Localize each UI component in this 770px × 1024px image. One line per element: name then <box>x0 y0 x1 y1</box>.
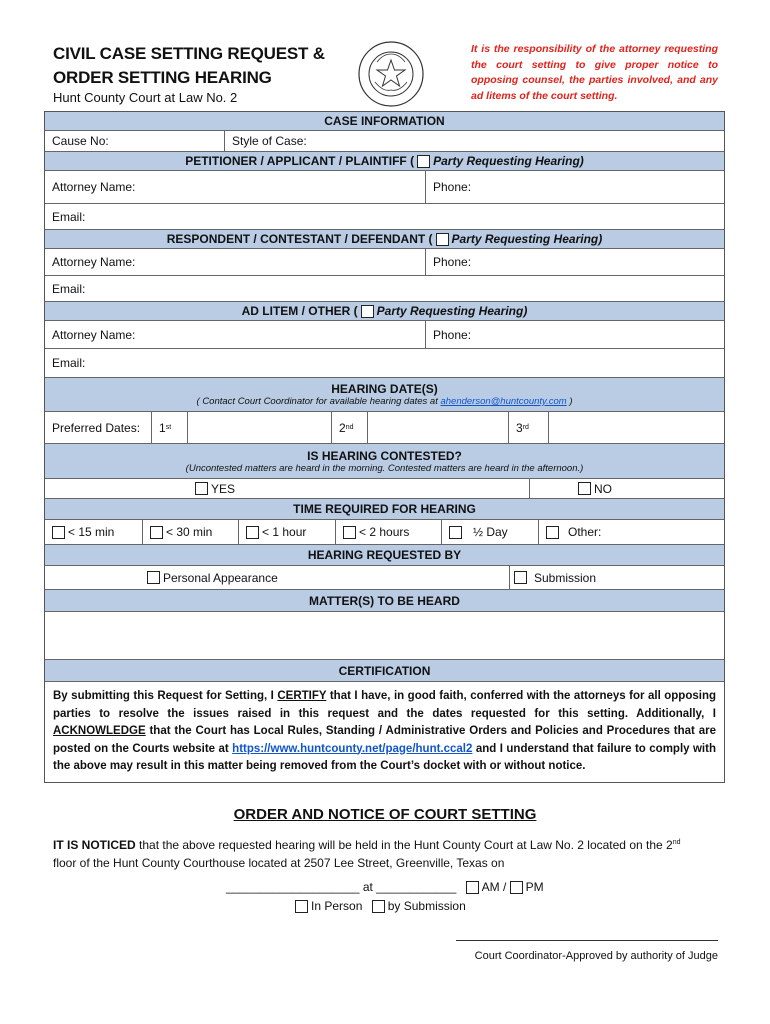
date-1-field[interactable] <box>188 412 332 443</box>
time-option-half-day[interactable]: ½ Day <box>442 520 539 544</box>
respondent-email-field[interactable]: Email: <box>52 281 86 296</box>
hearing-dates-subtext: ( Contact Court Coordinator for available hearing dates at ahenderson@huntcounty.com ) <box>196 396 573 407</box>
attorney-notice: It is the responsibility of the attorney requesting the court setting to give proper notice to opposing counsel, the parties involved, and any ad litems of the court setting. <box>471 43 718 102</box>
date-2-label: 2 nd <box>332 412 368 443</box>
setting-time-blank[interactable]: ____________ <box>376 880 457 894</box>
time-30min-checkbox[interactable] <box>150 526 163 539</box>
respondent-attorney-row <box>45 249 724 276</box>
ad-litem-attorney-row <box>45 321 724 349</box>
ad-litem-requesting-checkbox[interactable] <box>361 305 374 318</box>
county-seal-icon <box>357 40 425 108</box>
personal-appearance-checkbox[interactable] <box>147 571 160 584</box>
contested-no-option[interactable]: NO <box>530 479 724 498</box>
submission-checkbox[interactable] <box>514 571 527 584</box>
date-3-field[interactable] <box>549 412 724 443</box>
matters-field[interactable] <box>45 612 724 660</box>
coordinator-email-link[interactable]: ahenderson@huntcounty.com <box>440 396 567 407</box>
contested-yes-option[interactable]: YES <box>45 479 530 498</box>
title-line-1: CIVIL CASE SETTING REQUEST & <box>53 44 325 63</box>
yes-checkbox[interactable] <box>195 482 208 495</box>
time-option-15min[interactable]: < 15 min <box>45 520 143 544</box>
certification-row <box>45 682 724 782</box>
petitioner-attorney-row <box>45 171 724 204</box>
matters-header: MATTER(S) TO BE HEARD <box>45 590 724 612</box>
petitioner-header: PETITIONER / APPLICANT / PLAINTIFF ( Party Requesting Hearing) <box>45 152 724 171</box>
petitioner-email-row <box>45 204 724 230</box>
form-title <box>53 42 325 90</box>
order-title: ORDER AND NOTICE OF COURT SETTING <box>233 806 537 823</box>
date-1-label: 1 st <box>152 412 188 443</box>
style-of-case-field[interactable]: Style of Case: <box>232 134 307 148</box>
certification-text: By submitting this Request for Setting, I CERTIFY that I have, in good faith, conferred with the attorneys for all opposing parties to resolve the issues raised in this request and the dates requested for this setting. Additionally, I ACKNOWLEDGE that the Court has Local Rules, Standing / Administrative Orders and Policies and Procedures that are posted on the Courts website at https://www.huntcounty.net/page/hunt.ccal2 and I understand that failure to comply with the above may result in this matter being removed from the Court’s docket with or without notice. <box>53 690 716 772</box>
requested-by-header: HEARING REQUESTED BY <box>45 545 724 566</box>
cause-no-field[interactable]: Cause No: <box>45 131 225 151</box>
no-checkbox[interactable] <box>578 482 591 495</box>
setting-request-form <box>44 111 725 783</box>
contested-subtext: (Uncontested matters are heard in the morning. Contested matters are heard in the afternoon.) <box>185 462 584 474</box>
time-other-checkbox[interactable] <box>546 526 559 539</box>
by-submission-checkbox[interactable] <box>372 900 385 913</box>
case-info-row <box>45 131 724 152</box>
petitioner-email-field[interactable]: Email: <box>52 209 86 224</box>
date-3-label: 3 rd <box>509 412 549 443</box>
respondent-phone-field[interactable]: Phone: <box>433 255 472 269</box>
contested-header: IS HEARING CONTESTED? (Uncontested matters are heard in the morning. Contested matters are heard in the afternoon.) <box>45 444 724 479</box>
order-notice-text: IT IS NOTICED that the above requested hearing will be held in the Hunt County Court at Law No. 2 located on the 2nd floor of the Hunt County Courthouse located at 2507 Lee Street, Greenville, Texas on <box>53 838 681 870</box>
personal-appearance-option[interactable]: Personal Appearance <box>45 566 510 589</box>
time-required-header: TIME REQUIRED FOR HEARING <box>45 499 724 520</box>
ad-litem-header: AD LITEM / OTHER ( Party Requesting Hearing) <box>45 302 724 321</box>
setting-type-row: In Person by Submission <box>295 899 466 913</box>
ad-litem-attorney-field[interactable]: Attorney Name: <box>45 321 426 348</box>
setting-date-blank[interactable]: ____________________ <box>226 880 360 894</box>
ad-litem-phone-field[interactable]: Phone: <box>433 327 472 342</box>
time-option-1hour[interactable]: < 1 hour <box>239 520 336 544</box>
signature-caption: Court Coordinator-Approved by authority of Judge <box>474 950 718 962</box>
respondent-requesting-checkbox[interactable] <box>436 233 449 246</box>
respondent-email-row <box>45 276 724 302</box>
contested-options-row <box>45 479 724 499</box>
time-option-30min[interactable]: < 30 min <box>143 520 239 544</box>
am-checkbox[interactable] <box>466 881 479 894</box>
submission-option[interactable]: Submission <box>510 566 724 589</box>
certification-header: CERTIFICATION <box>45 660 724 682</box>
date-2-field[interactable] <box>368 412 509 443</box>
ad-litem-email-field[interactable]: Email: <box>52 356 86 370</box>
petitioner-phone-field[interactable]: Phone: <box>433 180 472 194</box>
time-option-other[interactable]: Other: <box>539 520 724 544</box>
time-half-day-checkbox[interactable] <box>449 526 462 539</box>
respondent-attorney-field[interactable]: Attorney Name: <box>45 249 426 275</box>
time-1hour-checkbox[interactable] <box>246 526 259 539</box>
time-2hours-checkbox[interactable] <box>343 526 356 539</box>
time-15min-checkbox[interactable] <box>52 526 65 539</box>
petitioner-requesting-checkbox[interactable] <box>417 155 430 168</box>
time-options-row <box>45 520 724 545</box>
petitioner-attorney-field[interactable]: Attorney Name: <box>45 171 426 203</box>
ad-litem-email-row <box>45 349 724 378</box>
court-website-link[interactable]: https://www.huntcounty.net/page/hunt.ccal2 <box>232 742 473 755</box>
requested-by-row <box>45 566 724 590</box>
respondent-header: RESPONDENT / CONTESTANT / DEFENDANT ( Party Requesting Hearing) <box>45 230 724 249</box>
hearing-dates-header: HEARING DATE(S) ( Contact Court Coordinator for available hearing dates at ahenderson@huntcounty.com ) <box>45 378 724 412</box>
signature-line[interactable] <box>456 940 718 941</box>
in-person-checkbox[interactable] <box>295 900 308 913</box>
time-option-2hours[interactable]: < 2 hours <box>336 520 442 544</box>
setting-date-time-row: ____________________ at ____________ AM / PM <box>226 880 544 894</box>
court-subtitle: Hunt County Court at Law No. 2 <box>53 90 238 105</box>
pm-checkbox[interactable] <box>510 881 523 894</box>
preferred-dates-row <box>45 412 724 444</box>
preferred-dates-label: Preferred Dates: <box>45 412 152 443</box>
title-line-2: ORDER SETTING HEARING <box>53 68 272 87</box>
case-information-header: CASE INFORMATION <box>45 112 724 131</box>
